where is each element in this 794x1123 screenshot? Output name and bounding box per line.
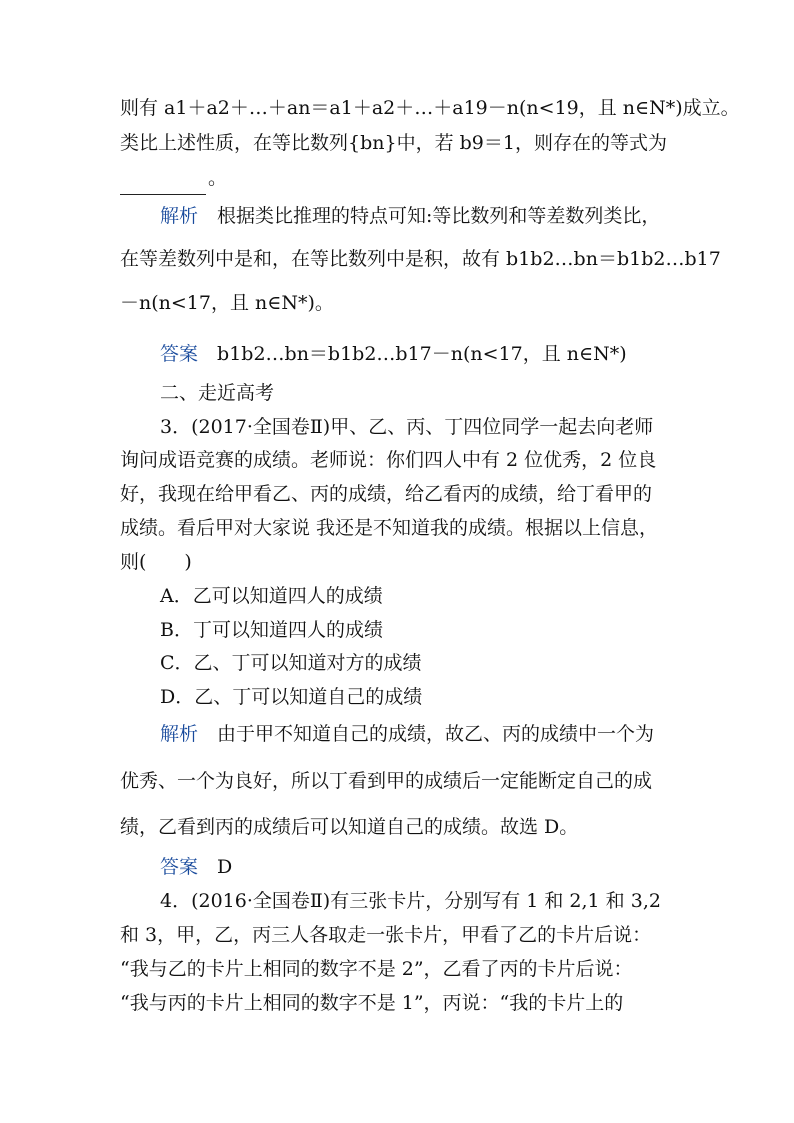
answer-line-1: 答案 b1b2…bn＝b1b2…b17－n(n<17，且 n∈N*) [160,343,627,365]
answer-line-2: 答案 D [160,856,233,878]
answer-label-2: 答案 [160,856,199,878]
question-3-line-1: 3．(2017·全国卷Ⅱ)甲、乙、丙、丁四位同学一起去向老师 [160,416,654,438]
analysis-label-2: 解析 [160,723,199,745]
section-title: 二、走近高考 [160,382,275,404]
analysis-2-line-3: 绩，乙看到丙的成绩后可以知道自己的成绩。故选 D。 [120,816,579,838]
answer-label: 答案 [160,343,199,365]
answer-blank [120,176,206,195]
analysis-2-line-2: 优秀、一个为良好，所以丁看到甲的成绩后一定能断定自己的成 [120,770,653,792]
option-c: C．乙、丁可以知道对方的成绩 [160,652,422,674]
question-3-line-5: 则( ) [120,551,192,573]
question-3-line-2: 询问成语竞赛的成绩。老师说：你们四人中有 2 位优秀，2 位良 [120,449,657,471]
text-line-2: 类比上述性质，在等比数列{bn}中，若 b9＝1，则存在的等式为 [120,132,667,154]
analysis-line-2: 在等差数列中是和，在等比数列中是积，故有 b1b2…bn＝b1b2…b17 [120,248,721,270]
question-4-line-4: “我与丙的卡片上相同的数字不是 1”，丙说：“我的卡片上的 [120,992,624,1014]
question-3-line-3: 好，我现在给甲看乙、丙的成绩，给乙看丙的成绩，给丁看甲的 [120,483,653,505]
analysis-2-line-1: 解析 由于甲不知道自己的成绩，故乙、丙的成绩中一个为 [160,723,655,745]
analysis-line-3: －n(n<17，且 n∈N*)。 [120,292,334,314]
question-3-line-4: 成绩。看后甲对大家说 我还是不知道我的成绩。根据以上信息， [120,517,659,539]
question-4-line-1: 4．(2016·全国卷Ⅱ)有三张卡片，分别写有 1 和 2,1 和 3,2 [160,890,661,912]
option-a: A．乙可以知道四人的成绩 [160,585,383,607]
analysis-label: 解析 [160,205,199,227]
option-b: B．丁可以知道四人的成绩 [160,619,383,641]
question-4-line-2: 和 3，甲，乙，丙三人各取走一张卡片，甲看了乙的卡片后说： [120,924,652,946]
text-line-3: 。 [120,161,680,195]
text-line-1: 则有 a1＋a2＋…＋an＝a1＋a2＋…＋a19－n(n<19，且 n∈N*)成立。 [120,97,740,119]
option-d: D．乙、丁可以知道自己的成绩 [160,686,423,708]
analysis-line-1: 解析 根据类比推理的特点可知:等比数列和等差数列类比， [160,205,661,227]
question-4-line-3: “我与乙的卡片上相同的数字不是 2”，乙看了丙的卡片后说： [120,958,633,980]
